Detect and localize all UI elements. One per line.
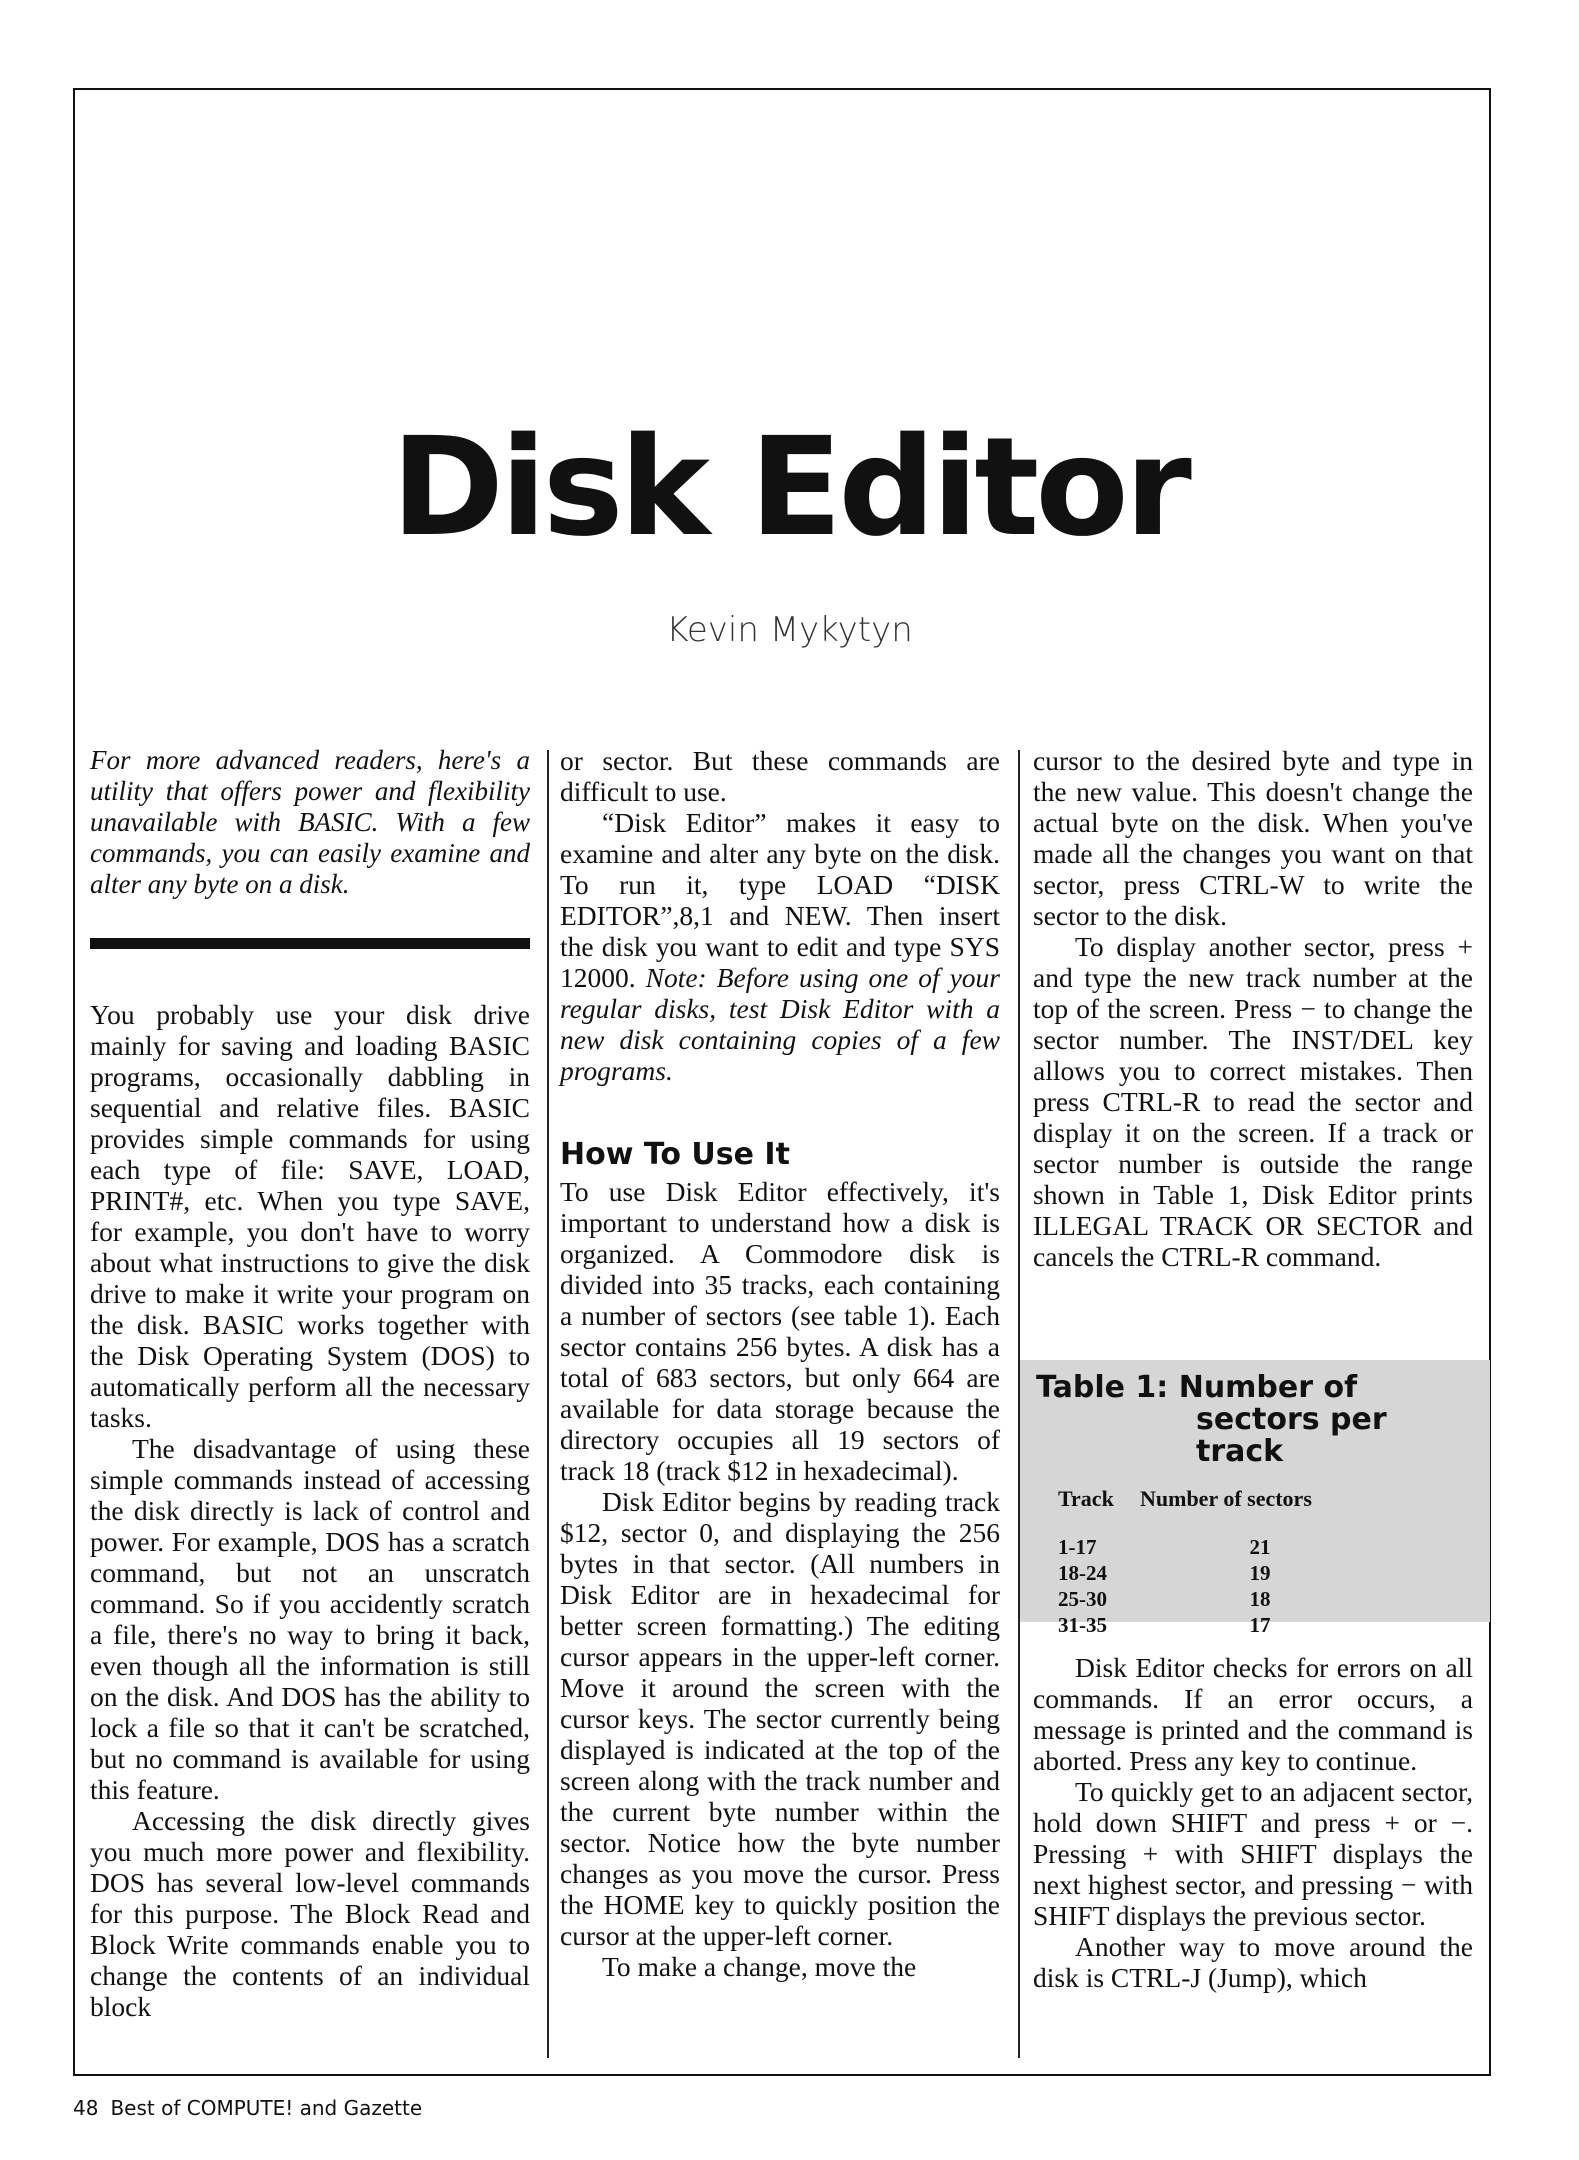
table-header-row	[1036, 1486, 1468, 1512]
table-cell-sectors: 17	[1249, 1613, 1271, 1637]
article-author: Kevin Mykytyn	[666, 610, 913, 650]
column-3	[1033, 745, 1473, 1272]
body-paragraph: or sector. But these commands are difficult to use.	[560, 745, 1000, 807]
table-title-line: sectors per track	[1196, 1402, 1387, 1469]
body-paragraph: To quickly get to an adjacent sector, hold down SHIFT and press + or −. Pressing + with SHIFT displays the next highest sector, and pressing − with SHIFT displays the previous sector.	[1033, 1776, 1473, 1931]
body-paragraph: The disadvantage of using these simple commands instead of accessing the disk directly is lack of control and power. For example, DOS has a scratch command, but not an unscratch command. So if you accidently scratch a file, there's no way to bring it back, even though all the information is still on the disk. And DOS has the ability to lock a file so that it can't be scratched, but no command is available for using this feature.	[90, 1433, 530, 1805]
body-paragraph: Disk Editor checks for errors on all commands. If an error occurs, a message is printed and the command is aborted. Press any key to continue.	[1033, 1652, 1473, 1776]
body-paragraph: To display another sector, press + and type the new track number at the top of the screen. Press − to change the sector number. The INST/DEL key allows you to correct mistakes. Then press CTRL-R to read the sector and display it on the screen. If a track or sector number is outside the range shown in Table 1, Disk Editor prints ILLEGAL TRACK OR SECTOR and cancels the CTRL-R command.	[1033, 931, 1473, 1272]
note-text: Note: Before using one of your regular disks, test Disk Editor with a new disk containing copies of a few programs.	[560, 962, 1000, 1086]
intro-deck: For more advanced readers, here's a utility that offers power and flexibility unavailable with BASIC. With a few commands, you can easily examine and alter any byte on a disk.	[90, 745, 530, 899]
column-3-continued	[1033, 1652, 1473, 1993]
table-cell-track: 18-24	[1058, 1561, 1107, 1585]
table-cell-sectors: 19	[1249, 1561, 1271, 1585]
table-cell-sectors: 18	[1249, 1587, 1271, 1611]
body-paragraph: cursor to the desired byte and type in the new value. This doesn't change the actual byte on the disk. When you've made all the changes you want on that sector, press CTRL-W to write the sector to the disk.	[1033, 745, 1473, 931]
table-title	[1036, 1372, 1468, 1468]
table-body	[1036, 1534, 1468, 1638]
page-number: 48	[73, 2096, 99, 2120]
table-row	[1036, 1612, 1468, 1638]
body-paragraph: Another way to move around the disk is CTRL-J (Jump), which	[1033, 1931, 1473, 1993]
table-row	[1036, 1560, 1468, 1586]
article-title: Disk Editor	[391, 409, 1188, 567]
table-cell-track: 31-35	[1058, 1613, 1107, 1637]
table-header-track: Track	[1058, 1486, 1114, 1511]
body-paragraph: Disk Editor begins by reading track $12, sector 0, and displaying the 256 bytes in that sector. (All numbers in Disk Editor are in hexadecimal for better screen formatting.) The editing cursor appears in the upper-left corner. Move it around the screen with the cursor keys. The sector currently being displayed is indicated at the top of the screen along with the track number and the current byte number within the sector. Notice how the byte number changes as you move the cursor. Press the HOME key to quickly position the cursor at the upper-left corner.	[560, 1486, 1000, 1951]
table-header-sectors: Number of sectors	[1140, 1486, 1312, 1511]
column-2	[560, 745, 1000, 1982]
body-paragraph: To make a change, move the	[602, 1951, 917, 1982]
table-cell-track: 25-30	[1058, 1587, 1107, 1611]
column-1	[90, 745, 530, 2022]
body-paragraph: You probably use your disk drive mainly for saving and loading BASIC programs, occasionally dabbling in sequential and relative files. BASIC provides simple commands for using each type of file: SAVE, LOAD, PRINT#, etc. When you type SAVE, for example, you don't have to worry about what instructions to give the disk drive to make it write your program on the disk. BASIC works together with the Disk Operating System (DOS) to automatically perform all the necessary tasks.	[90, 999, 530, 1433]
column-divider	[547, 750, 549, 2058]
body-text: “Disk Editor” makes it easy to examine and alter any byte on the disk. To run it, type LOAD “DISK EDITOR”,8,1 and NEW. Then insert the disk you want to edit and type SYS 12000.	[560, 807, 1000, 993]
table-cell-sectors: 21	[1249, 1535, 1271, 1559]
table-row	[1036, 1534, 1468, 1560]
intro-divider-bar	[90, 938, 530, 949]
body-paragraph: Accessing the disk directly gives you much more power and flexibility. DOS has several low-level commands for this purpose. The Block Read and Block Write commands enable you to change the contents of an individual block	[90, 1805, 530, 2022]
publication-name: Best of COMPUTE! and Gazette	[110, 2096, 423, 2120]
table-title-line: Table 1: Number of	[1036, 1370, 1358, 1405]
body-paragraph	[560, 807, 1000, 1086]
table-cell-track: 1-17	[1058, 1535, 1097, 1559]
table-row	[1036, 1586, 1468, 1612]
page-footer	[73, 2096, 434, 2120]
section-heading: How To Use It	[560, 1137, 790, 1172]
body-paragraph: To use Disk Editor effectively, it's important to understand how a disk is organized. A Commodore disk is divided into 35 tracks, each containing a number of sectors (see table 1). Each sector contains 256 bytes. A disk has a total of 683 sectors, but only 664 are available for data storage because the directory occupies all 19 sectors of track 18 (track $12 in hexadecimal).	[560, 1176, 1000, 1486]
sectors-table	[1020, 1360, 1490, 1637]
